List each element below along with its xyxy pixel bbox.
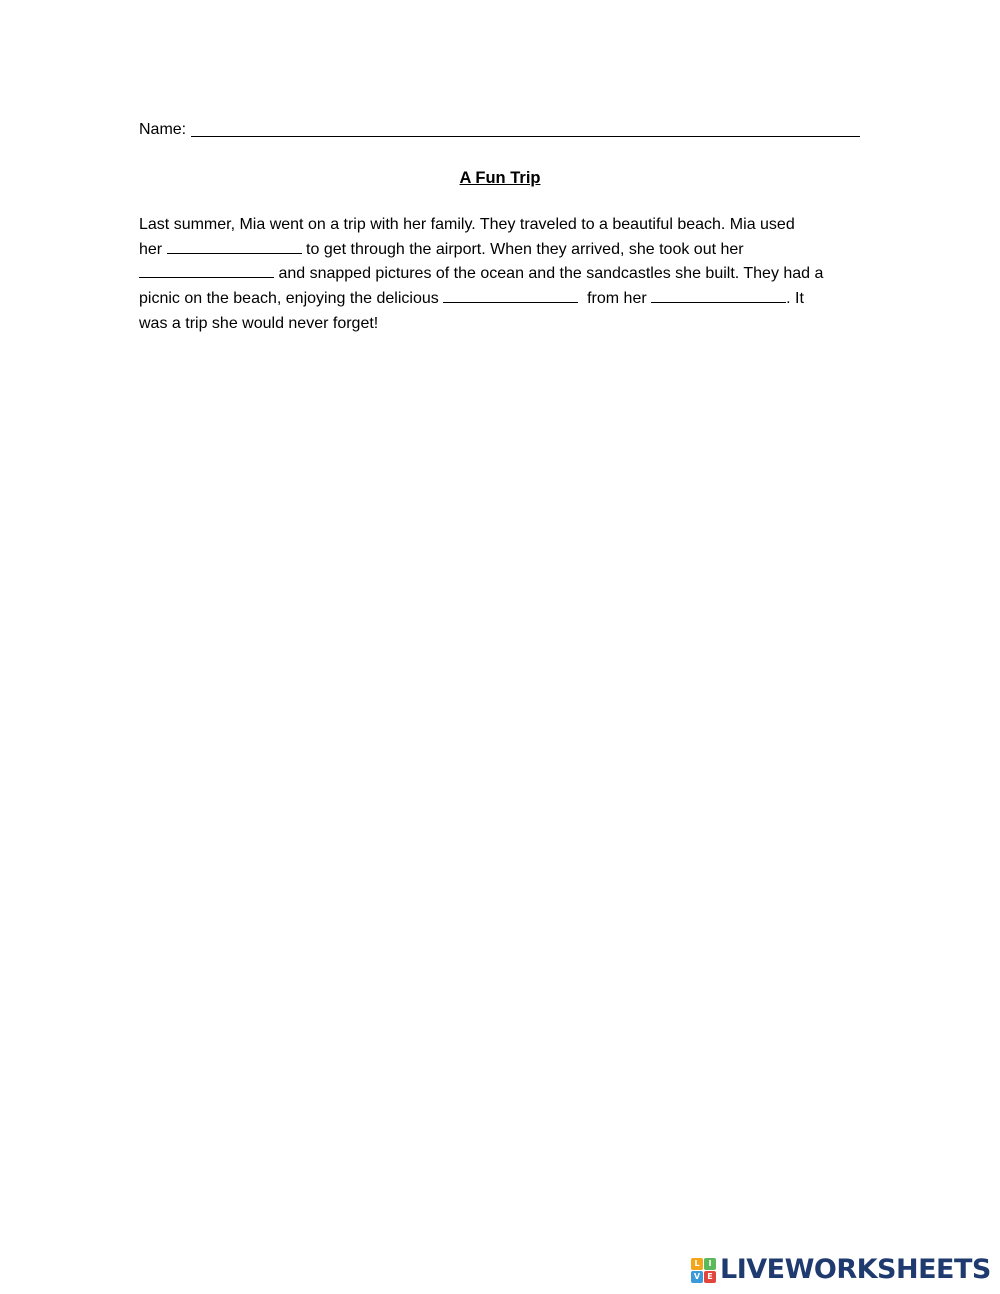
story-text: Last summer, Mia went on a trip with her family. They traveled to a beautiful beach. Mia used: [139, 216, 795, 233]
story-paragraph: [139, 213, 861, 336]
story-text: her: [139, 240, 167, 258]
name-label: Name:: [139, 121, 191, 138]
worksheet-title: A Fun Trip: [459, 169, 541, 187]
story-text: from her: [578, 290, 652, 308]
story-text: to get through the airport. When they arrived, she took out her: [301, 240, 744, 258]
story-text: picnic on the beach, enjoying the delicious: [139, 290, 444, 308]
story-text: . It: [786, 290, 804, 308]
answer-blank-1[interactable]: [167, 239, 302, 254]
logo-mark-tile: I: [704, 1258, 716, 1270]
logo-mark-tile: V: [691, 1271, 703, 1283]
liveworksheets-logo: [691, 1255, 991, 1285]
story-text: and snapped pictures of the ocean and the sandcastles she built. They had a: [274, 265, 824, 283]
logo-mark-tile: L: [691, 1258, 703, 1270]
logo-mark-tile: E: [704, 1271, 716, 1283]
story-text: was a trip she would never forget!: [139, 314, 379, 332]
answer-blank-2[interactable]: [139, 263, 274, 278]
story-line-2: [139, 238, 861, 263]
story-line-1: [139, 213, 861, 238]
name-input-line[interactable]: [191, 120, 860, 137]
story-line-4: [139, 287, 861, 312]
story-line-5: [139, 312, 861, 337]
logo-text: LIVEWORKSHEETS: [720, 1254, 991, 1285]
logo-mark-icon: [691, 1258, 716, 1283]
answer-blank-3[interactable]: [443, 288, 578, 303]
story-line-3: [139, 262, 861, 287]
name-field-row: [139, 118, 860, 140]
answer-blank-4[interactable]: [651, 288, 786, 303]
